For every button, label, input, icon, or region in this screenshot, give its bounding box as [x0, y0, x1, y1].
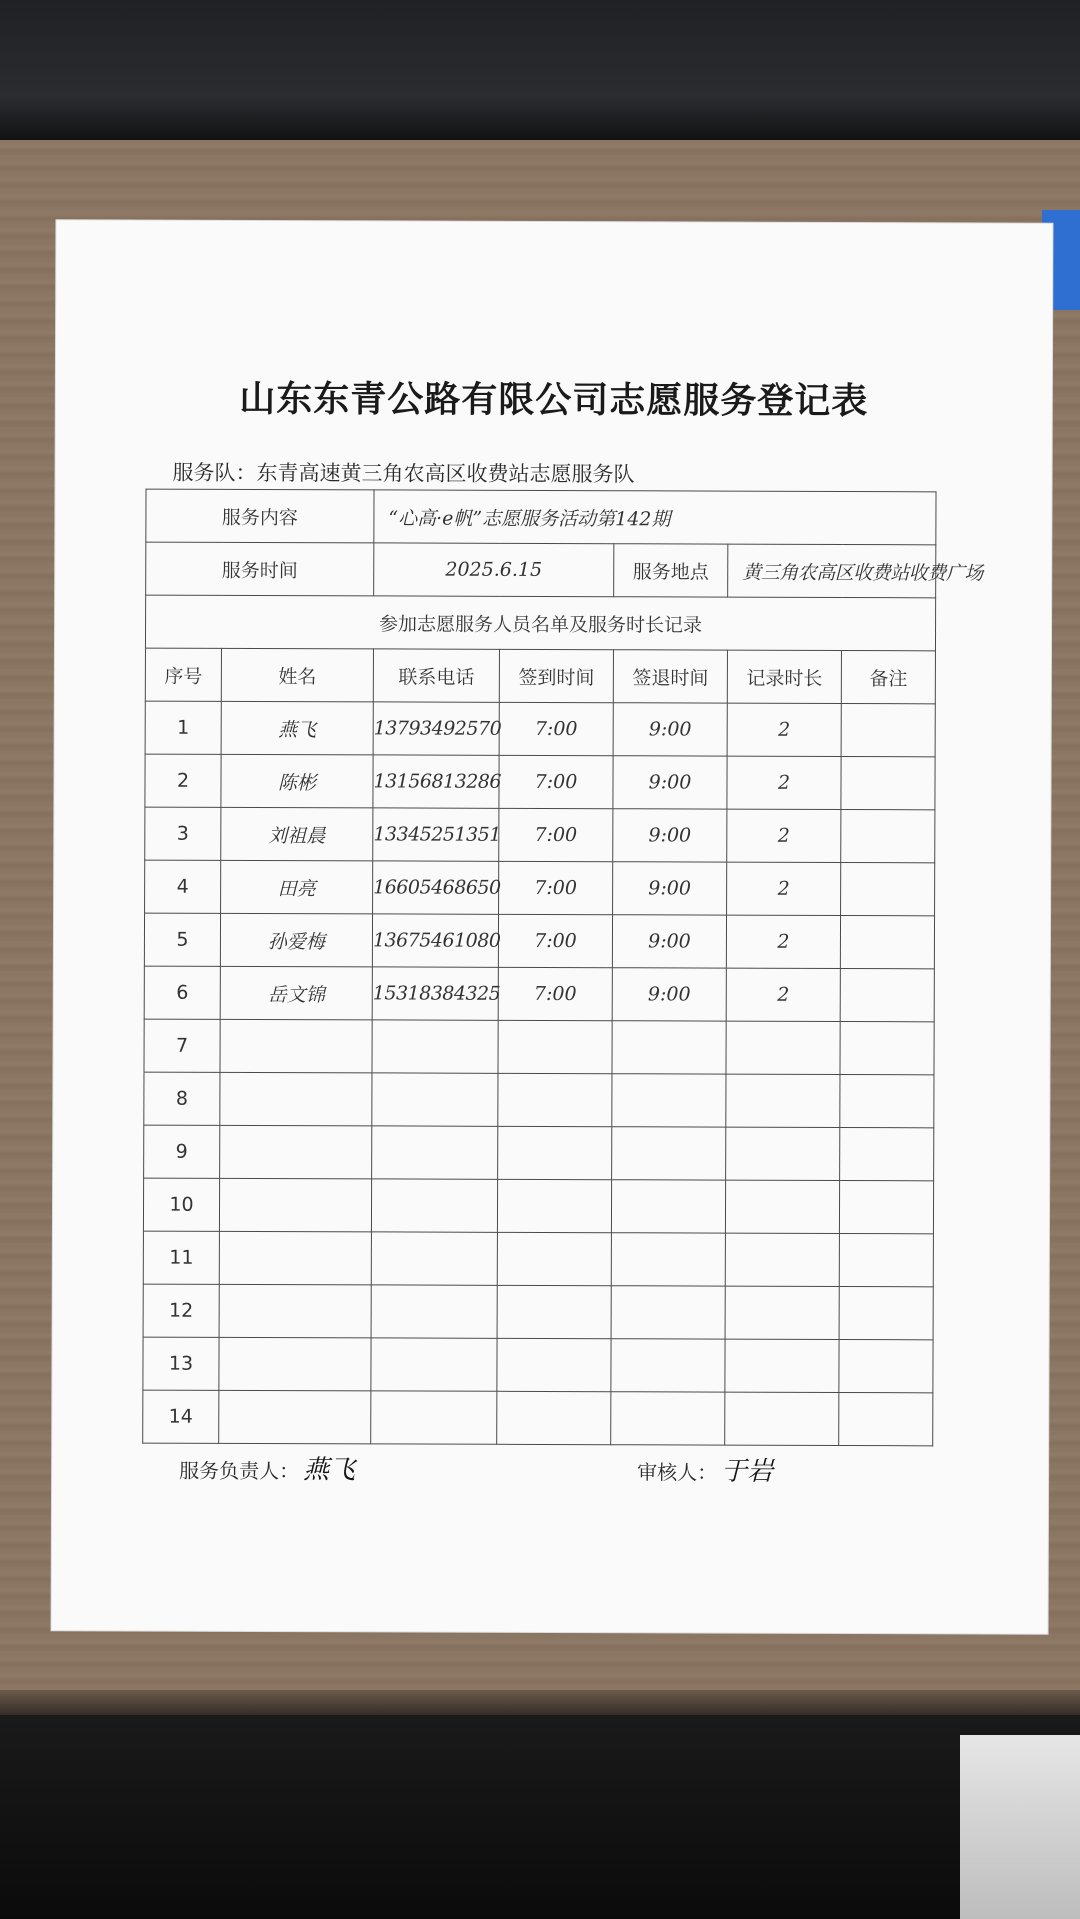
sign-out-time: [611, 1339, 725, 1392]
table-row: [144, 1072, 934, 1128]
sign-in-time: 7:00: [499, 808, 613, 861]
volunteer-name: [220, 1072, 372, 1126]
volunteer-name: [219, 1390, 371, 1444]
recorded-hours: [725, 1286, 839, 1339]
volunteer-name: 孙爱梅: [220, 913, 372, 967]
recorded-hours: [725, 1392, 839, 1445]
remark: [839, 1181, 933, 1234]
volunteer-name: [219, 1284, 371, 1338]
phone-number: 16605468650: [373, 861, 499, 914]
remark: [841, 863, 935, 916]
table-row: [143, 1337, 933, 1393]
floor-shadow: [0, 1715, 1080, 1919]
registration-table: [142, 489, 983, 1447]
recorded-hours: 2: [726, 968, 840, 1021]
table-row: [144, 1125, 934, 1181]
remark: [840, 1128, 934, 1181]
row-number: 10: [143, 1178, 219, 1231]
recorded-hours: 2: [727, 756, 841, 809]
reviewer-signature: 于岩: [721, 1456, 774, 1487]
sign-in-time: 7:00: [499, 702, 613, 755]
recorded-hours: [726, 1074, 840, 1127]
sign-in-time: [497, 1285, 611, 1338]
table-header-row: [145, 648, 935, 704]
sign-out-time: 9:00: [613, 809, 727, 862]
volunteer-name: 岳文锦: [220, 966, 372, 1020]
volunteer-name: 燕飞: [221, 701, 373, 755]
table-row: [145, 701, 935, 757]
sign-out-time: [611, 1286, 725, 1339]
sign-out-time: [611, 1180, 725, 1233]
sign-out-time: 9:00: [613, 703, 727, 756]
table-row: [143, 1284, 933, 1340]
recorded-hours: [725, 1339, 839, 1392]
volunteer-name: 刘祖晨: [221, 807, 373, 861]
sign-in-time: [497, 1179, 611, 1232]
column-header: 姓名: [221, 648, 373, 702]
service-team-label: 服务队：: [172, 460, 257, 485]
phone-number: [371, 1232, 497, 1285]
row-number: 6: [144, 966, 220, 1019]
remark: [840, 1022, 934, 1075]
remark: [841, 757, 935, 810]
service-time-label: 服务时间: [146, 542, 374, 596]
row-number: 4: [145, 860, 221, 913]
sign-out-time: 9:00: [612, 968, 726, 1021]
service-place-label: 服务地点: [614, 544, 728, 597]
service-time-row: [146, 542, 936, 598]
sign-in-time: [497, 1338, 611, 1391]
volunteer-name: 田亮: [221, 860, 373, 914]
table-row: [143, 1178, 933, 1234]
phone-number: [371, 1179, 497, 1232]
column-header: 签退时间: [613, 650, 727, 703]
sign-in-time: [497, 1232, 611, 1285]
sign-out-time: 9:00: [612, 915, 726, 968]
remark: [839, 1393, 933, 1446]
responsible-signature: 燕飞: [303, 1455, 356, 1486]
row-number: 7: [144, 1019, 220, 1072]
column-header: 记录时长: [727, 650, 841, 703]
row-number: 12: [143, 1284, 219, 1337]
recorded-hours: 2: [727, 809, 841, 862]
remark: [841, 704, 935, 757]
responsible-person: [179, 1449, 355, 1487]
remark: [840, 969, 934, 1022]
volunteer-name: [219, 1231, 371, 1285]
volunteer-name: [219, 1178, 371, 1232]
sign-in-time: 7:00: [498, 914, 612, 967]
phone-number: [372, 1073, 498, 1126]
remark: [841, 810, 935, 863]
remark: [840, 916, 934, 969]
row-number: 8: [144, 1072, 220, 1125]
sign-out-time: [612, 1127, 726, 1180]
phone-number: 13675461080: [372, 914, 498, 967]
row-number: 11: [143, 1231, 219, 1284]
phone-number: 13345251351: [373, 808, 499, 861]
row-number: 5: [144, 913, 220, 966]
sign-out-time: 9:00: [613, 862, 727, 915]
table-row: [145, 754, 935, 810]
row-number: 3: [145, 807, 221, 860]
sign-in-time: [498, 1020, 612, 1073]
service-content-label: 服务内容: [146, 489, 374, 543]
service-place-value: 黄三角农高区收费站收费广场: [728, 544, 936, 598]
responsible-label: 服务负责人：: [179, 1458, 300, 1484]
remark: [840, 1075, 934, 1128]
row-number: 2: [145, 754, 221, 807]
table-row: [145, 860, 935, 916]
floor-light-patch: [960, 1735, 1080, 1919]
recorded-hours: 2: [726, 915, 840, 968]
phone-number: [371, 1285, 497, 1338]
phone-number: [371, 1338, 497, 1391]
table-row: [145, 807, 935, 863]
recorded-hours: 2: [727, 862, 841, 915]
phone-number: [372, 1126, 498, 1179]
phone-number: 15318384325: [372, 967, 498, 1020]
recorded-hours: [726, 1127, 840, 1180]
row-number: 14: [143, 1390, 219, 1443]
form-title: 山东东青公路有限公司志愿服务登记表: [239, 377, 869, 423]
sign-out-time: [612, 1021, 726, 1074]
sign-out-time: [611, 1392, 725, 1445]
recorded-hours: [725, 1180, 839, 1233]
table-row: [144, 1019, 934, 1075]
sign-in-time: 7:00: [499, 861, 613, 914]
volunteer-name: [220, 1125, 372, 1179]
service-content-row: [146, 489, 936, 545]
sign-out-time: [612, 1074, 726, 1127]
row-number: 1: [145, 701, 221, 754]
row-number: 13: [143, 1337, 219, 1390]
table-row: [144, 966, 934, 1022]
section-heading-row: [145, 595, 935, 651]
row-number: 9: [144, 1125, 220, 1178]
phone-number: [372, 1020, 498, 1073]
table-row: [143, 1390, 933, 1446]
service-team: [173, 457, 635, 489]
column-header: 签到时间: [499, 649, 613, 702]
table-row: [143, 1231, 933, 1287]
phone-number: 13156813286: [373, 755, 499, 808]
sign-in-time: [498, 1126, 612, 1179]
service-team-value: 东青高速黄三角农高区收费站志愿服务队: [256, 460, 635, 487]
sign-in-time: [498, 1073, 612, 1126]
phone-number: 13793492570: [373, 702, 499, 755]
phone-number: [371, 1391, 497, 1444]
sign-in-time: 7:00: [499, 755, 613, 808]
remark: [839, 1287, 933, 1340]
monitor-background: [0, 0, 1080, 140]
reviewer: [637, 1450, 773, 1487]
remark: [839, 1340, 933, 1393]
volunteer-name: [219, 1337, 371, 1391]
column-header: 序号: [145, 648, 221, 701]
volunteer-name: [220, 1019, 372, 1073]
registration-form-paper: [52, 220, 1053, 1633]
table-row: [144, 913, 934, 969]
recorded-hours: [725, 1233, 839, 1286]
sign-out-time: 9:00: [613, 756, 727, 809]
sign-in-time: [497, 1391, 611, 1444]
column-header: 备注: [841, 651, 935, 704]
reviewer-label: 审核人：: [637, 1460, 718, 1485]
service-content-value: “心高·e帆”志愿服务活动第142期: [374, 490, 936, 545]
column-header: 联系电话: [373, 649, 499, 702]
sign-out-time: [611, 1233, 725, 1286]
recorded-hours: [726, 1021, 840, 1074]
remark: [839, 1234, 933, 1287]
service-time-value: 2025.6.15: [374, 543, 614, 597]
section-heading: 参加志愿服务人员名单及服务时长记录: [145, 595, 935, 651]
sign-in-time: 7:00: [498, 967, 612, 1020]
volunteer-name: 陈彬: [221, 754, 373, 808]
recorded-hours: 2: [727, 703, 841, 756]
